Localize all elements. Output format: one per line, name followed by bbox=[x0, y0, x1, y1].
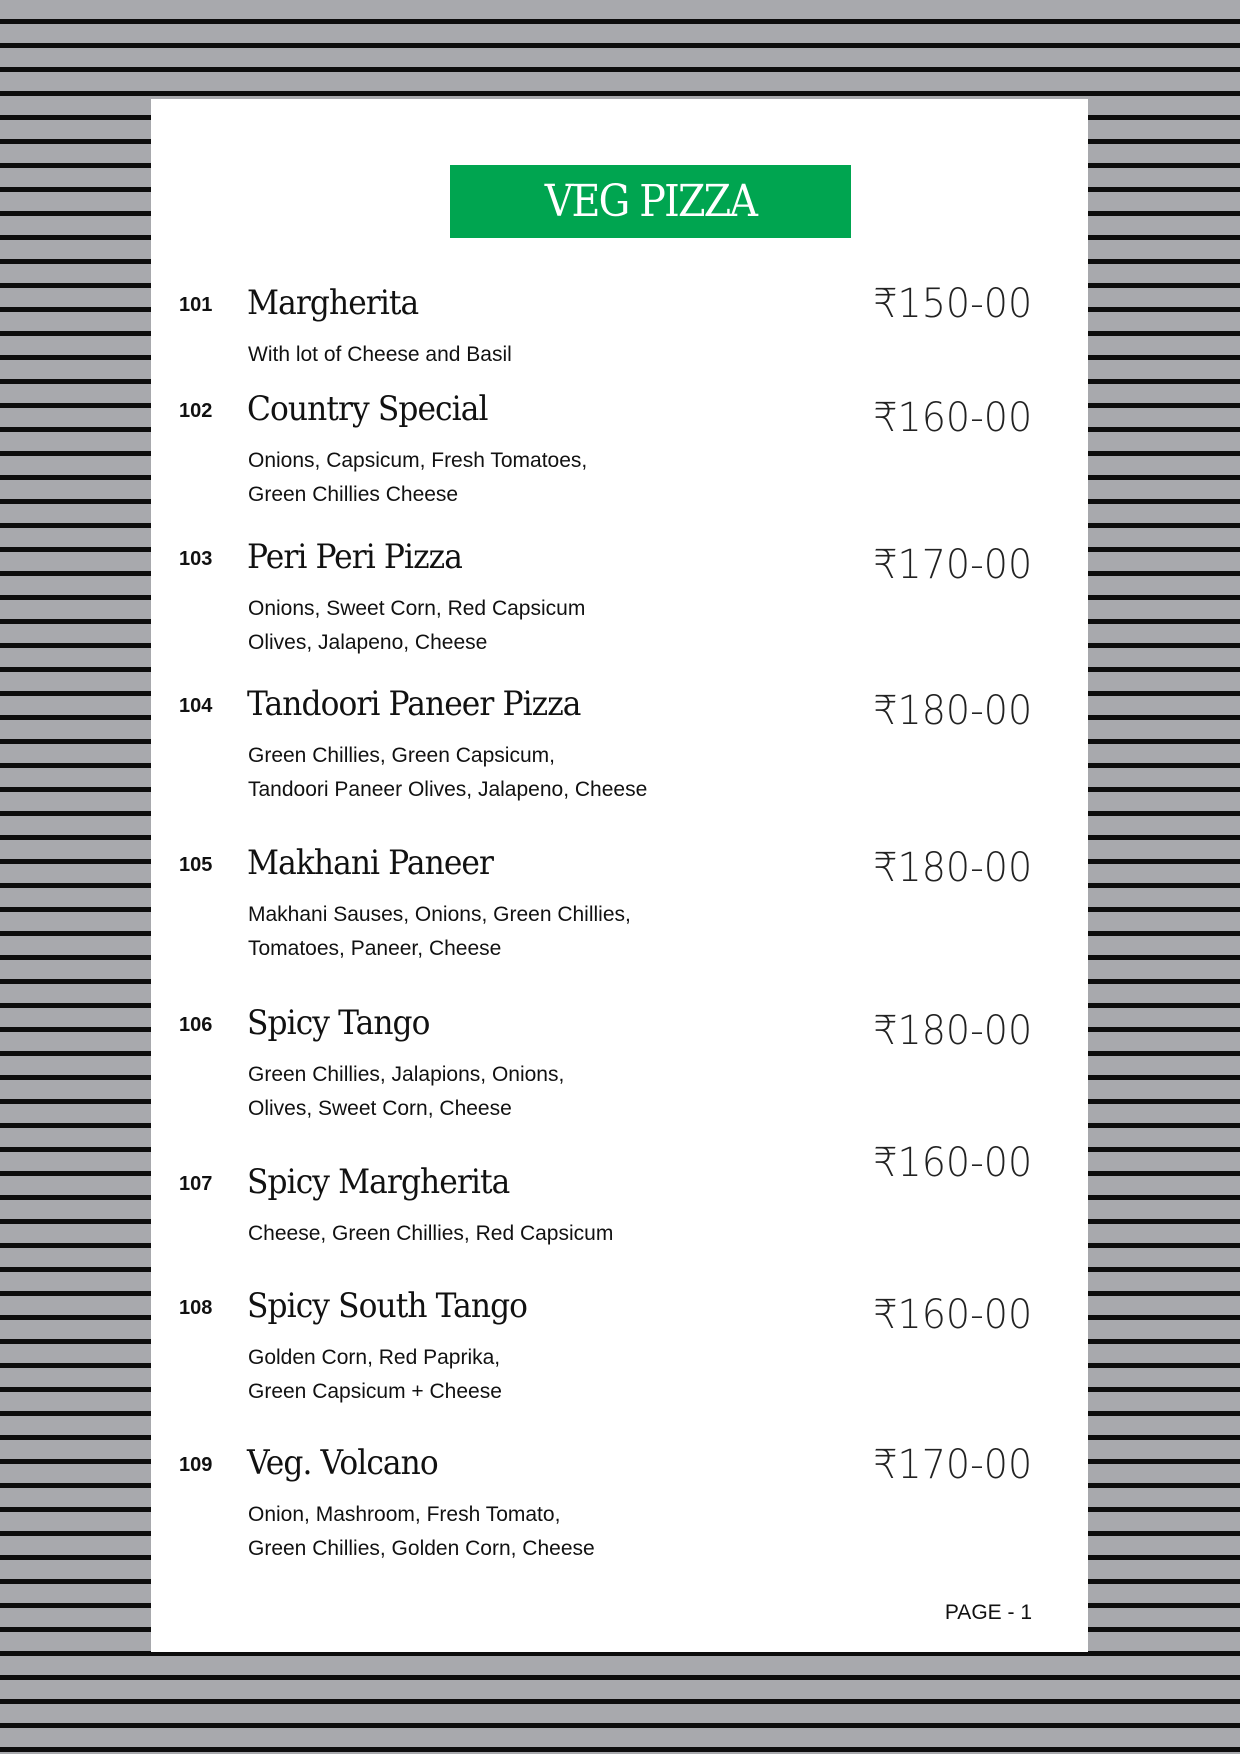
item-price: ₹180-00 bbox=[873, 1008, 1032, 1054]
item-name: Tandoori Paneer Pizza bbox=[247, 684, 581, 724]
section-banner bbox=[450, 165, 851, 238]
item-description-line: Tandoori Paneer Olives, Jalapeno, Cheese bbox=[248, 778, 648, 801]
item-name: Spicy Tango bbox=[247, 1003, 430, 1043]
item-name: Margherita bbox=[247, 283, 419, 323]
item-number: 106 bbox=[179, 1014, 213, 1036]
item-name: Peri Peri Pizza bbox=[247, 537, 462, 577]
item-name: Veg. Volcano bbox=[247, 1443, 438, 1483]
item-description-line: Green Chillies, Jalapions, Onions, bbox=[248, 1063, 565, 1086]
item-name: Spicy South Tango bbox=[247, 1286, 528, 1326]
item-price: ₹150-00 bbox=[873, 281, 1032, 327]
menu-page bbox=[151, 99, 1088, 1652]
item-name: Spicy Margherita bbox=[247, 1162, 510, 1202]
item-description-line: Makhani Sauses, Onions, Green Chillies, bbox=[248, 903, 631, 926]
item-number: 104 bbox=[179, 695, 213, 717]
item-number: 101 bbox=[179, 294, 213, 316]
item-description-line: Golden Corn, Red Paprika, bbox=[248, 1346, 501, 1369]
item-price: ₹160-00 bbox=[873, 1292, 1032, 1338]
section-title: VEG PIZZA bbox=[544, 176, 757, 227]
item-description-line: Onions, Sweet Corn, Red Capsicum bbox=[248, 597, 586, 620]
item-description-line: Green Chillies, Green Capsicum, bbox=[248, 744, 555, 767]
item-name: Country Special bbox=[247, 389, 488, 429]
item-number: 107 bbox=[179, 1173, 213, 1195]
item-price: ₹160-00 bbox=[873, 1140, 1032, 1186]
item-price: ₹180-00 bbox=[873, 845, 1032, 891]
item-price: ₹170-00 bbox=[873, 542, 1032, 588]
item-price: ₹160-00 bbox=[873, 395, 1032, 441]
item-price: ₹170-00 bbox=[873, 1442, 1032, 1488]
item-description-line: Onions, Capsicum, Fresh Tomatoes, bbox=[248, 449, 588, 472]
item-description-line: Green Capsicum + Cheese bbox=[248, 1380, 502, 1403]
item-number: 108 bbox=[179, 1297, 213, 1319]
item-number: 103 bbox=[179, 548, 213, 570]
page-number: PAGE - 1 bbox=[944, 1601, 1032, 1624]
item-number: 102 bbox=[179, 400, 213, 422]
item-description-line: Olives, Jalapeno, Cheese bbox=[248, 631, 488, 654]
item-description-line: Onion, Mashroom, Fresh Tomato, bbox=[248, 1503, 561, 1526]
item-description-line: Green Chillies Cheese bbox=[248, 483, 459, 506]
item-number: 105 bbox=[179, 854, 213, 876]
item-number: 109 bbox=[179, 1454, 213, 1476]
item-price: ₹180-00 bbox=[873, 688, 1032, 734]
item-description-line: Green Chillies, Golden Corn, Cheese bbox=[248, 1537, 595, 1560]
item-description-line: Olives, Sweet Corn, Cheese bbox=[248, 1097, 512, 1120]
item-description-line: With lot of Cheese and Basil bbox=[248, 343, 512, 366]
item-name: Makhani Paneer bbox=[247, 843, 494, 883]
item-description-line: Tomatoes, Paneer, Cheese bbox=[248, 937, 502, 960]
item-description-line: Cheese, Green Chillies, Red Capsicum bbox=[248, 1222, 614, 1245]
